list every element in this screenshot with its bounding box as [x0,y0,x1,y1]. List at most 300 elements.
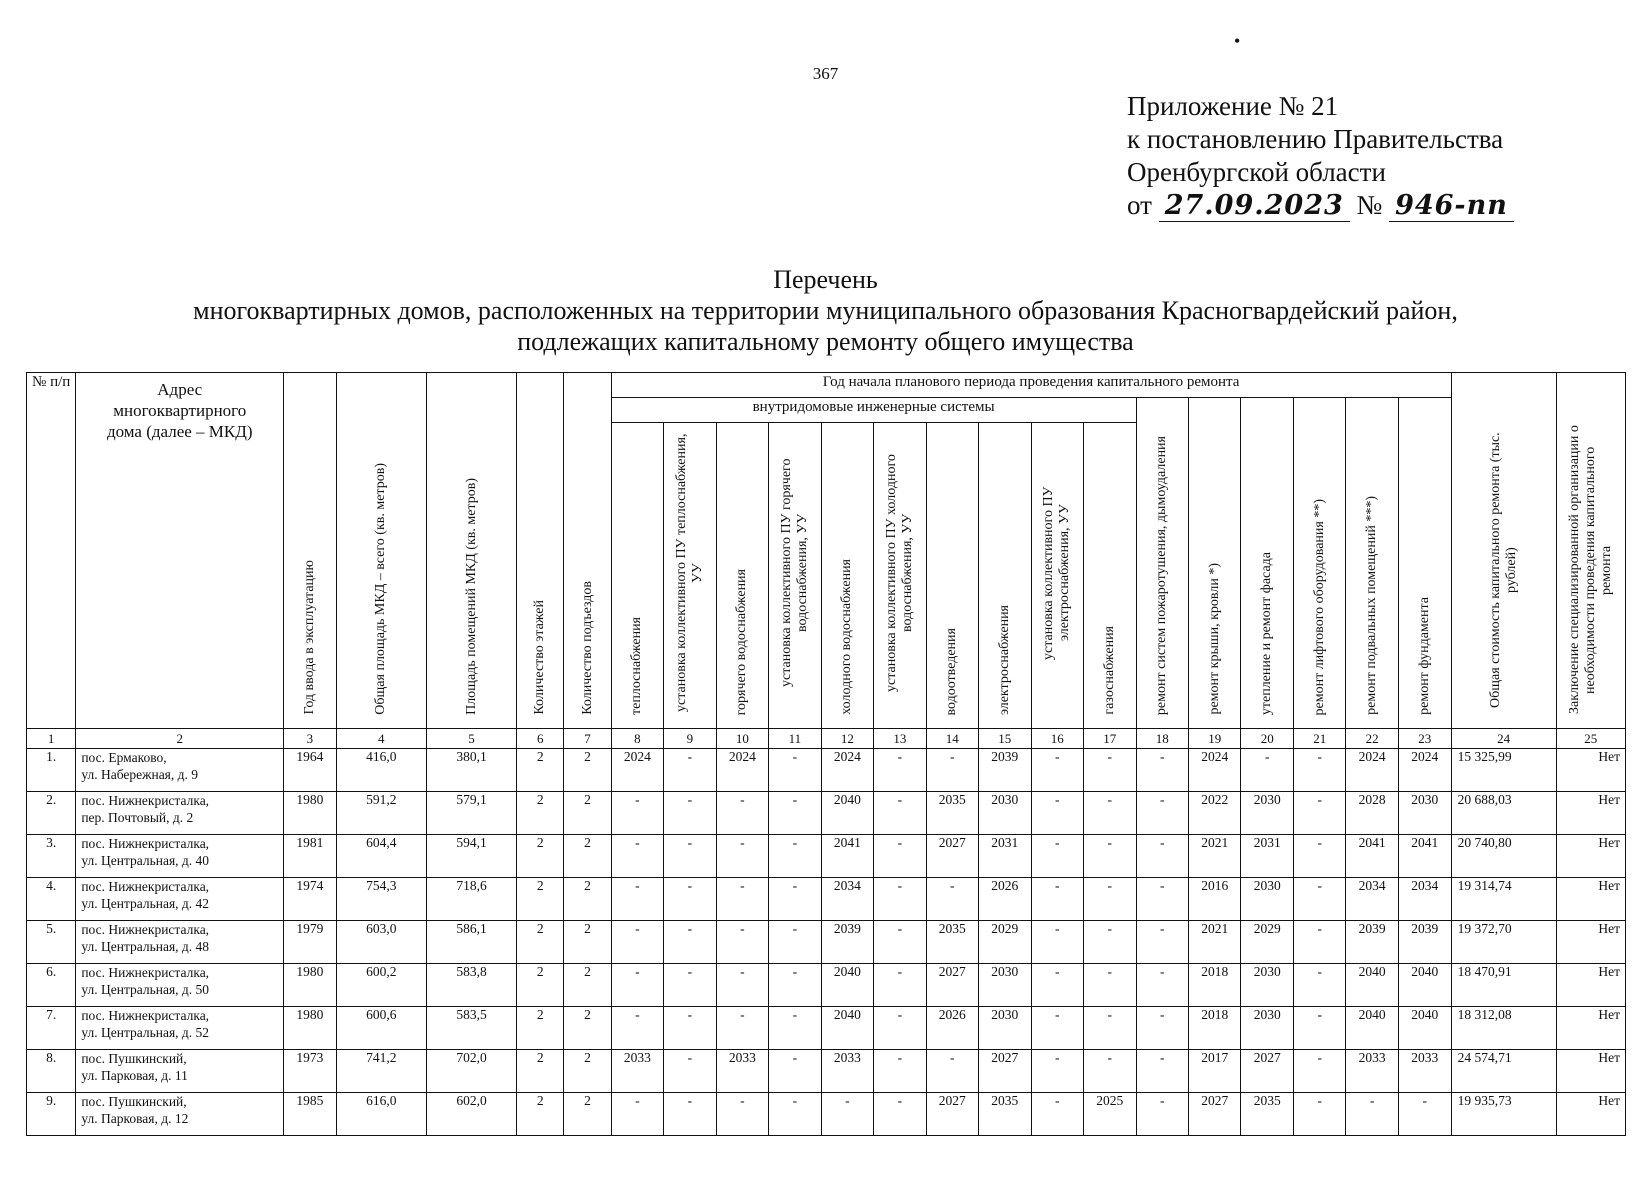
table-cell: 2033 [611,1050,663,1093]
table-cell: 579,1 [426,792,516,835]
table-cell: 1980 [284,964,336,1007]
handwritten-date: 27.09.2023 [1159,190,1350,222]
table-cell: 2 [517,1093,564,1136]
table-cell: 2 [564,1007,611,1050]
table-cell: - [664,1050,716,1093]
table-cell: 2027 [926,835,978,878]
table-cell: 2018 [1188,964,1240,1007]
table-cell: - [1031,749,1083,792]
table-cell: 2030 [979,1007,1031,1050]
table-cell: 19 314,74 [1451,878,1556,921]
table-cell: 2040 [1398,1007,1451,1050]
table-cell: 2025 [1084,1093,1136,1136]
date-prefix: от [1127,190,1152,220]
table-cell: 1979 [284,921,336,964]
table-cell: 600,2 [336,964,426,1007]
table-cell: - [611,1093,663,1136]
table-cell: 2035 [926,792,978,835]
table-cell: 18 470,91 [1451,964,1556,1007]
page-number: 367 [812,64,839,83]
column-number: 11 [769,729,821,749]
address-street: ул. Набережная, д. 9 [81,767,199,782]
table-cell: 2021 [1188,835,1240,878]
table-cell: 2 [564,964,611,1007]
table-cell: 583,5 [426,1007,516,1050]
table-cell: - [769,964,821,1007]
column-number: 9 [664,729,716,749]
table-cell: - [664,878,716,921]
table-cell: - [716,792,768,835]
address-cell [76,1050,284,1093]
table-cell: 2029 [979,921,1031,964]
table-cell: - [1031,1093,1083,1136]
table-cell: - [664,835,716,878]
table-cell: 2034 [1346,878,1398,921]
column-number: 1 [27,729,76,749]
address-settlement: пос. Пушкинский, [81,1051,187,1066]
address-street: ул. Парковая, д. 12 [81,1111,189,1126]
table-cell: 741,2 [336,1050,426,1093]
table-cell: - [1136,835,1188,878]
table-cell: - [1241,749,1293,792]
table-cell: - [1293,921,1345,964]
table-cell: - [1031,792,1083,835]
address-settlement: пос. Пушкинский, [81,1094,187,1109]
table-cell: 1973 [284,1050,336,1093]
number-prefix: № [1356,190,1383,220]
column-number: 12 [821,729,873,749]
table-cell: 2031 [1241,835,1293,878]
table-cell: Нет [1556,964,1625,1007]
table-cell: 2 [517,964,564,1007]
column-number: 13 [874,729,926,749]
row-number: 9. [27,1093,76,1136]
table-row [27,749,1626,792]
table-cell: 586,1 [426,921,516,964]
table-cell: 2026 [979,878,1031,921]
table-cell: Нет [1556,921,1625,964]
table-cell: - [1293,1093,1345,1136]
table-cell: - [1136,964,1188,1007]
table-data [27,749,1626,1136]
title-line-1: Перечень [773,265,878,294]
table-cell: 2 [517,921,564,964]
table-cell: 2022 [1188,792,1240,835]
table-cell: - [1293,749,1345,792]
table-cell: - [821,1093,873,1136]
table-cell: Нет [1556,1007,1625,1050]
table-row [27,835,1626,878]
header-heat: теплоснабжения [611,423,663,729]
table-cell: 2033 [821,1050,873,1093]
column-number: 5 [426,729,516,749]
table-cell: 1974 [284,878,336,921]
table-row [27,1093,1626,1136]
table-cell: - [1398,1093,1451,1136]
header-cold-water-pu: установка коллективного ПУ холодного водоснабжения, УУ [874,423,926,729]
table-cell: Нет [1556,1050,1625,1093]
address-settlement: пос. Нижнекристалка, [81,793,210,808]
table-cell: - [926,878,978,921]
address-street: ул. Центральная, д. 50 [81,982,210,997]
table-cell: - [664,749,716,792]
address-cell [76,921,284,964]
table-row [27,792,1626,835]
title-line-2: многоквартирных домов, расположенных на территории муниципального образования Красногвардейский район, [193,296,1458,325]
table-cell: - [1136,749,1188,792]
table-cell: - [1293,964,1345,1007]
table-cell: - [769,835,821,878]
table-cell: - [874,1007,926,1050]
table-cell: - [611,1007,663,1050]
column-number: 16 [1031,729,1083,749]
table-cell: 2017 [1188,1050,1240,1093]
table-cell: - [716,1093,768,1136]
table-cell: 2026 [926,1007,978,1050]
address-settlement: пос. Нижнекристалка, [81,1008,210,1023]
table-cell: 2039 [821,921,873,964]
table-cell: 2 [517,1050,564,1093]
table-cell: Нет [1556,792,1625,835]
table-cell: - [1031,878,1083,921]
address-cell [76,1093,284,1136]
table-cell: - [1346,1093,1398,1136]
column-number: 7 [564,729,611,749]
table-cell: - [1031,835,1083,878]
column-number: 21 [1293,729,1345,749]
address-cell [76,878,284,921]
column-number: 25 [1556,729,1625,749]
table-cell: 2039 [1398,921,1451,964]
header-electric: электроснабжения [979,423,1031,729]
table-cell: 20 688,03 [1451,792,1556,835]
table-cell: - [664,1007,716,1050]
table-cell: - [769,1050,821,1093]
header-electric-pu: установка коллективного ПУ электроснабжения, УУ [1031,423,1083,729]
column-number: 23 [1398,729,1451,749]
table-cell: 602,0 [426,1093,516,1136]
table-cell: 2 [564,878,611,921]
header-lift: ремонт лифтового оборудования **) [1293,398,1345,729]
column-number: 14 [926,729,978,749]
table-cell: 2024 [1346,749,1398,792]
table-cell: 2030 [1398,792,1451,835]
table-cell: - [1293,1007,1345,1050]
table-cell: - [1293,1050,1345,1093]
header-premises-area: Площадь помещений МКД (кв. метров) [426,373,516,729]
address-street: ул. Парковая, д. 11 [81,1068,188,1083]
header-total-area: Общая площадь МКД – всего (кв. метров) [336,373,426,729]
table-cell: - [716,878,768,921]
table-row [27,964,1626,1007]
table-cell: 1980 [284,1007,336,1050]
title-line-3: подлежащих капитальному ремонту общего имущества [517,327,1134,356]
table-cell: 754,3 [336,878,426,921]
column-number: 4 [336,729,426,749]
table-cell: - [1084,964,1136,1007]
table-cell: 2 [517,749,564,792]
column-number: 19 [1188,729,1240,749]
repair-table [26,372,1626,1136]
table-cell: - [769,1007,821,1050]
table-cell: 2027 [979,1050,1031,1093]
table-cell: 2018 [1188,1007,1240,1050]
column-numbers-row-group [27,729,1626,749]
row-number: 1. [27,749,76,792]
table-cell: 2035 [979,1093,1031,1136]
table-cell: 2034 [1398,878,1451,921]
table-cell: 2 [564,1050,611,1093]
table-cell: 2024 [1188,749,1240,792]
table-cell: - [874,835,926,878]
column-number: 18 [1136,729,1188,749]
table-cell: 2024 [716,749,768,792]
table-cell: - [611,835,663,878]
table-cell: 2040 [821,1007,873,1050]
address-settlement: пос. Нижнекристалка, [81,965,210,980]
table-cell: 1964 [284,749,336,792]
row-number: 6. [27,964,76,1007]
address-street: ул. Центральная, д. 52 [81,1025,210,1040]
address-street: ул. Центральная, д. 48 [81,939,210,954]
table-cell: - [874,1093,926,1136]
column-number: 10 [716,729,768,749]
table-cell: 2035 [926,921,978,964]
row-number: 8. [27,1050,76,1093]
appendix-line-3: Оренбургской области [1127,157,1386,187]
table-cell: - [769,1093,821,1136]
table-cell: 15 325,99 [1451,749,1556,792]
table-cell: - [874,792,926,835]
table-cell: 1985 [284,1093,336,1136]
table-cell: 2039 [979,749,1031,792]
table-cell: 2 [517,878,564,921]
address-street: пер. Почтовый, д. 2 [81,810,194,825]
header-heat-pu: установка коллективного ПУ теплоснабжения, УУ [664,423,716,729]
table-cell: 2040 [1398,964,1451,1007]
header-gas: газоснабжения [1084,423,1136,729]
appendix-block [1127,90,1514,222]
table-cell: 2027 [926,1093,978,1136]
handwritten-number: 946-пп [1389,190,1514,222]
appendix-date-line [1127,189,1514,222]
table-cell: 2027 [1188,1093,1240,1136]
table-cell: 718,6 [426,878,516,921]
table-cell: 2 [564,749,611,792]
table-cell: 416,0 [336,749,426,792]
column-numbers-row [27,729,1626,749]
table-cell: 2024 [821,749,873,792]
table-cell: 2031 [979,835,1031,878]
table-cell: 2040 [1346,1007,1398,1050]
table-cell: 2040 [821,792,873,835]
table-cell: 2016 [1188,878,1240,921]
table-cell: 2041 [1398,835,1451,878]
table-cell: 2040 [821,964,873,1007]
table-cell: 2033 [716,1050,768,1093]
address-settlement: пос. Нижнекристалка, [81,922,210,937]
table-cell: 380,1 [426,749,516,792]
table-cell: - [874,921,926,964]
table-cell: 20 740,80 [1451,835,1556,878]
address-settlement: пос. Нижнекристалка, [81,879,210,894]
table-cell: - [664,921,716,964]
table-row [27,878,1626,921]
table-cell: - [664,964,716,1007]
table-cell: 2 [564,1093,611,1136]
header-cold-water: холодного водоснабжения [821,423,873,729]
table-cell: - [1031,921,1083,964]
table-cell: 1981 [284,835,336,878]
table-cell: 2030 [979,792,1031,835]
column-number: 22 [1346,729,1398,749]
table-cell: - [1136,1050,1188,1093]
table-cell: - [1084,1007,1136,1050]
column-number: 6 [517,729,564,749]
header-sewer: водоотведения [926,423,978,729]
table-cell: - [926,749,978,792]
column-number: 15 [979,729,1031,749]
header-address: Адрес многоквартирного дома (далее – МКД) [76,373,284,729]
appendix-line-1: Приложение № 21 [1127,91,1339,121]
address-street: ул. Центральная, д. 40 [81,853,210,868]
address-settlement: пос. Ермаково, [81,750,167,765]
address-settlement: пос. Нижнекристалка, [81,836,210,851]
table-cell: 2 [517,1007,564,1050]
header-entrances: Количество подъездов [564,373,611,729]
table-cell: - [1136,878,1188,921]
column-number: 24 [1451,729,1556,749]
table-cell: - [611,964,663,1007]
table-cell: 2033 [1346,1050,1398,1093]
table-cell: - [1084,749,1136,792]
table-cell: - [1136,921,1188,964]
column-number: 3 [284,729,336,749]
table-cell: - [1031,1050,1083,1093]
table-cell: 583,8 [426,964,516,1007]
table-cell: - [1084,1050,1136,1093]
header-roof: ремонт крыши, кровли *) [1188,398,1240,729]
table-cell: 18 312,08 [1451,1007,1556,1050]
table-cell: - [874,964,926,1007]
header-floors: Количество этажей [517,373,564,729]
header-year: Год ввода в эксплуатацию [284,373,336,729]
table-cell: 604,4 [336,835,426,878]
table-cell: - [1084,878,1136,921]
header-num: № п/п [27,373,76,729]
table-cell: 2039 [1346,921,1398,964]
table-cell: 600,6 [336,1007,426,1050]
table-cell: 616,0 [336,1093,426,1136]
table-cell: - [664,1093,716,1136]
table-cell: 2024 [1398,749,1451,792]
header-group-main: Год начала планового периода проведения капитального ремонта [611,373,1451,398]
table-cell: 2 [517,792,564,835]
table-cell: - [874,749,926,792]
header-foundation: ремонт фундамента [1398,398,1451,729]
table-cell: 2029 [1241,921,1293,964]
table-cell: - [1293,835,1345,878]
row-number: 2. [27,792,76,835]
table-cell: 2030 [1241,792,1293,835]
address-cell [76,792,284,835]
table-cell: - [611,921,663,964]
table-cell: Нет [1556,749,1625,792]
table-cell: 2030 [1241,1007,1293,1050]
address-cell [76,835,284,878]
table-cell: 594,1 [426,835,516,878]
table-cell: 19 372,70 [1451,921,1556,964]
table-cell: - [1293,792,1345,835]
table-cell: - [769,792,821,835]
table-cell: - [874,1050,926,1093]
table-cell: - [716,964,768,1007]
table-cell: - [1136,1007,1188,1050]
header-hot-water-pu: установка коллективного ПУ горячего водоснабжения, УУ [769,423,821,729]
header-cost: Общая стоимость капитального ремонта (тыс. рублей) [1451,373,1556,729]
row-number: 7. [27,1007,76,1050]
column-number: 2 [76,729,284,749]
table-cell: - [769,921,821,964]
row-number: 4. [27,878,76,921]
table-cell: Нет [1556,878,1625,921]
table-row [27,921,1626,964]
column-number: 20 [1241,729,1293,749]
table-cell: 2033 [1398,1050,1451,1093]
table-cell: 2030 [1241,964,1293,1007]
table-cell: - [1293,878,1345,921]
table-cell: 2034 [821,878,873,921]
address-cell [76,964,284,1007]
table-row [27,1050,1626,1093]
table-cell: 2041 [821,835,873,878]
document-title [0,264,1651,357]
table-cell: 2 [517,835,564,878]
table-cell: 591,2 [336,792,426,835]
table-cell: - [716,1007,768,1050]
table-cell: - [716,921,768,964]
table-cell: - [1031,964,1083,1007]
row-number: 3. [27,835,76,878]
column-number: 17 [1084,729,1136,749]
table-cell: - [664,792,716,835]
table-cell: - [611,878,663,921]
header-hot-water: горячего водоснабжения [716,423,768,729]
table-cell: 2027 [926,964,978,1007]
table-cell: 603,0 [336,921,426,964]
table-cell: Нет [1556,1093,1625,1136]
table-cell: 2040 [1346,964,1398,1007]
table-cell: 2041 [1346,835,1398,878]
header-basement: ремонт подвальных помещений ***) [1346,398,1398,729]
table-cell: 1980 [284,792,336,835]
table-cell: - [769,878,821,921]
table-cell: Нет [1556,835,1625,878]
address-street: ул. Центральная, д. 42 [81,896,210,911]
table-cell: 2021 [1188,921,1240,964]
table-cell: 2030 [1241,878,1293,921]
row-number: 5. [27,921,76,964]
table-cell: 2030 [979,964,1031,1007]
table-cell: - [716,835,768,878]
table-cell: - [1084,792,1136,835]
table-cell: - [1084,835,1136,878]
address-cell [76,1007,284,1050]
header-fire: ремонт систем пожаротушения, дымоудаления [1136,398,1188,729]
table-cell: - [1136,1093,1188,1136]
address-cell [76,749,284,792]
scan-dot: • [1234,31,1241,51]
